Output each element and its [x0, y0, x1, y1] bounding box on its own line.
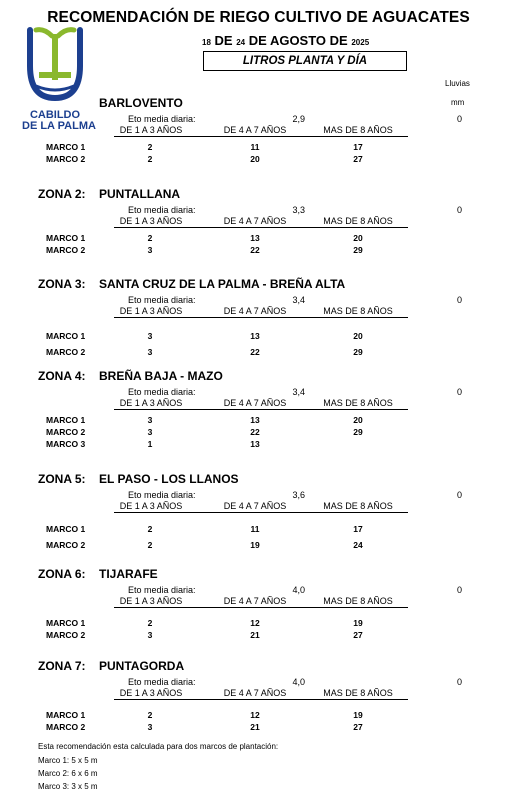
rain-header: Lluvias — [445, 79, 470, 88]
col-header-4-7: DE 4 A 7 AÑOS — [223, 216, 287, 226]
cell-1-3: 2 — [147, 142, 153, 152]
cell-8-plus: 17 — [353, 524, 363, 534]
cell-1-3: 2 — [147, 540, 153, 550]
table-row-label: MARCO 2 — [46, 722, 86, 732]
col-header-1-3: DE 1 A 3 AÑOS — [119, 398, 183, 408]
zone-block — [0, 472, 517, 564]
date-start: 18 — [202, 38, 211, 47]
col-header-8-plus: MAS DE 8 AÑOS — [323, 501, 393, 511]
table-row-label: MARCO 1 — [46, 142, 86, 152]
rain-value: 0 — [456, 677, 462, 687]
eto-label: Eto media diaria: — [128, 205, 196, 215]
cell-1-3: 1 — [147, 439, 153, 449]
logo-line1: CABILDO — [29, 109, 81, 121]
col-header-4-7: DE 4 A 7 AÑOS — [223, 501, 287, 511]
table-row-label: MARCO 1 — [46, 524, 86, 534]
table-row-label: MARCO 2 — [46, 540, 86, 550]
note-intro: Esta recomendación esta calculada para dos marcos de plantación: — [38, 742, 279, 751]
cell-8-plus: 17 — [353, 142, 363, 152]
cell-1-3: 2 — [147, 618, 153, 628]
cell-8-plus: 29 — [353, 347, 363, 357]
table-row-label: MARCO 2 — [46, 245, 86, 255]
col-header-8-plus: MAS DE 8 AÑOS — [323, 596, 393, 606]
page-title: RECOMENDACIÓN DE RIEGO CULTIVO DE AGUACATES — [47, 9, 470, 26]
col-header-8-plus: MAS DE 8 AÑOS — [323, 306, 393, 316]
cell-8-plus: 24 — [353, 540, 363, 550]
col-header-4-7: DE 4 A 7 AÑOS — [223, 596, 287, 606]
cell-1-3: 3 — [147, 415, 153, 425]
header-rule — [114, 699, 408, 700]
col-header-8-plus: MAS DE 8 AÑOS — [323, 688, 393, 698]
cell-1-3: 3 — [147, 722, 153, 732]
note-marco1: Marco 1: 5 x 5 m — [38, 756, 98, 765]
cell-4-7: 22 — [250, 245, 260, 255]
date-range — [202, 33, 369, 48]
col-header-8-plus: MAS DE 8 AÑOS — [323, 125, 393, 135]
eto-value: 3,4 — [292, 387, 305, 397]
cell-8-plus: 19 — [353, 618, 363, 628]
zone-block — [0, 369, 517, 461]
eto-label: Eto media diaria: — [128, 585, 196, 595]
table-row-label: MARCO 2 — [46, 347, 86, 357]
cell-8-plus: 29 — [353, 427, 363, 437]
zone-name: PUNTAGORDA — [99, 659, 185, 673]
header-rule — [114, 136, 408, 137]
zone-name: PUNTALLANA — [99, 187, 181, 201]
table-row-label: MARCO 3 — [46, 439, 86, 449]
cell-8-plus: 20 — [353, 415, 363, 425]
table-row-label: MARCO 2 — [46, 427, 86, 437]
rain-value: 0 — [456, 295, 462, 305]
header-rule — [114, 227, 408, 228]
rain-value: 0 — [456, 585, 462, 595]
cell-1-3: 3 — [147, 630, 153, 640]
zone-block — [0, 567, 517, 659]
cell-4-7: 19 — [250, 540, 260, 550]
col-header-8-plus: MAS DE 8 AÑOS — [323, 216, 393, 226]
table-row-label: MARCO 1 — [46, 233, 86, 243]
cell-4-7: 21 — [250, 630, 260, 640]
units-box: LITROS PLANTA Y DÍA — [203, 51, 407, 71]
header-rule — [114, 409, 408, 410]
eto-value: 3,4 — [292, 295, 305, 305]
cell-8-plus: 19 — [353, 710, 363, 720]
rain-value: 0 — [456, 387, 462, 397]
col-header-8-plus: MAS DE 8 AÑOS — [323, 398, 393, 408]
cell-1-3: 3 — [147, 347, 153, 357]
eto-label: Eto media diaria: — [128, 295, 196, 305]
zone-label: ZONA 6: — [38, 567, 86, 581]
col-header-4-7: DE 4 A 7 AÑOS — [223, 306, 287, 316]
cell-8-plus: 20 — [353, 331, 363, 341]
cell-1-3: 3 — [147, 427, 153, 437]
cell-4-7: 22 — [250, 427, 260, 437]
zone-name: EL PASO - LOS LLANOS — [99, 472, 239, 486]
cell-1-3: 3 — [147, 245, 153, 255]
cell-4-7: 12 — [250, 710, 260, 720]
logo-line2: DE LA PALMA — [22, 120, 96, 132]
zone-label: ZONA 2: — [38, 187, 86, 201]
rain-unit: mm — [451, 98, 465, 107]
cell-4-7: 11 — [250, 142, 260, 152]
cell-4-7: 13 — [250, 233, 260, 243]
cell-4-7: 12 — [250, 618, 260, 628]
zone-block — [0, 659, 517, 751]
col-header-1-3: DE 1 A 3 AÑOS — [119, 306, 183, 316]
zone-label: ZONA 3: — [38, 277, 86, 291]
cell-4-7: 20 — [250, 154, 260, 164]
col-header-1-3: DE 1 A 3 AÑOS — [119, 688, 183, 698]
col-header-1-3: DE 1 A 3 AÑOS — [119, 596, 183, 606]
cell-8-plus: 27 — [353, 154, 363, 164]
cell-1-3: 2 — [147, 154, 153, 164]
cell-4-7: 22 — [250, 347, 260, 357]
eto-label: Eto media diaria: — [128, 677, 196, 687]
col-header-1-3: DE 1 A 3 AÑOS — [119, 125, 183, 135]
cell-4-7: 13 — [250, 439, 260, 449]
table-row-label: MARCO 2 — [46, 154, 86, 164]
rain-value: 0 — [456, 114, 462, 124]
rain-value: 0 — [456, 490, 462, 500]
table-row-label: MARCO 1 — [46, 618, 86, 628]
zone-name: TIJARAFE — [99, 567, 158, 581]
eto-label: Eto media diaria: — [128, 490, 196, 500]
header-rule — [114, 317, 408, 318]
note-marco2: Marco 2: 6 x 6 m — [38, 769, 98, 778]
date-month: DE AGOSTO DE — [248, 33, 348, 48]
cell-4-7: 13 — [250, 331, 260, 341]
eto-value: 3,3 — [292, 205, 305, 215]
zone-label: ZONA 5: — [38, 472, 86, 486]
table-row-label: MARCO 1 — [46, 331, 86, 341]
zone-block — [0, 187, 517, 279]
cell-1-3: 2 — [147, 710, 153, 720]
header-rule — [114, 607, 408, 608]
cell-8-plus: 29 — [353, 245, 363, 255]
date-end: 24 — [236, 38, 246, 47]
eto-label: Eto media diaria: — [128, 114, 196, 124]
col-header-4-7: DE 4 A 7 AÑOS — [223, 688, 287, 698]
col-header-4-7: DE 4 A 7 AÑOS — [223, 398, 287, 408]
eto-label: Eto media diaria: — [128, 387, 196, 397]
zone-label: ZONA 4: — [38, 369, 86, 383]
rain-value: 0 — [456, 205, 462, 215]
zone-block — [0, 96, 517, 188]
date-year: 2025 — [351, 38, 370, 47]
header-rule — [114, 512, 408, 513]
zone-block — [0, 277, 517, 369]
cell-4-7: 21 — [250, 722, 260, 732]
zone-name: SANTA CRUZ DE LA PALMA - BREÑA ALTA — [99, 277, 346, 291]
col-header-1-3: DE 1 A 3 AÑOS — [119, 501, 183, 511]
eto-value: 3,6 — [292, 490, 305, 500]
cell-8-plus: 27 — [353, 630, 363, 640]
cell-1-3: 2 — [147, 524, 153, 534]
table-row-label: MARCO 2 — [46, 630, 86, 640]
cell-1-3: 2 — [147, 233, 153, 243]
col-header-4-7: DE 4 A 7 AÑOS — [223, 125, 287, 135]
cell-8-plus: 27 — [353, 722, 363, 732]
zone-name: BREÑA BAJA - MAZO — [99, 369, 223, 383]
zone-label: ZONA 7: — [38, 659, 86, 673]
eto-value: 2,9 — [292, 114, 305, 124]
col-header-1-3: DE 1 A 3 AÑOS — [119, 216, 183, 226]
table-row-label: MARCO 1 — [46, 710, 86, 720]
date-de: DE — [214, 33, 233, 48]
cell-4-7: 11 — [250, 524, 260, 534]
zone-name: BARLOVENTO — [99, 96, 183, 110]
eto-value: 4,0 — [292, 585, 305, 595]
note-marco3: Marco 3: 3 x 5 m — [38, 782, 98, 791]
cell-1-3: 3 — [147, 331, 153, 341]
cell-4-7: 13 — [250, 415, 260, 425]
table-row-label: MARCO 1 — [46, 415, 86, 425]
eto-value: 4,0 — [292, 677, 305, 687]
cell-8-plus: 20 — [353, 233, 363, 243]
